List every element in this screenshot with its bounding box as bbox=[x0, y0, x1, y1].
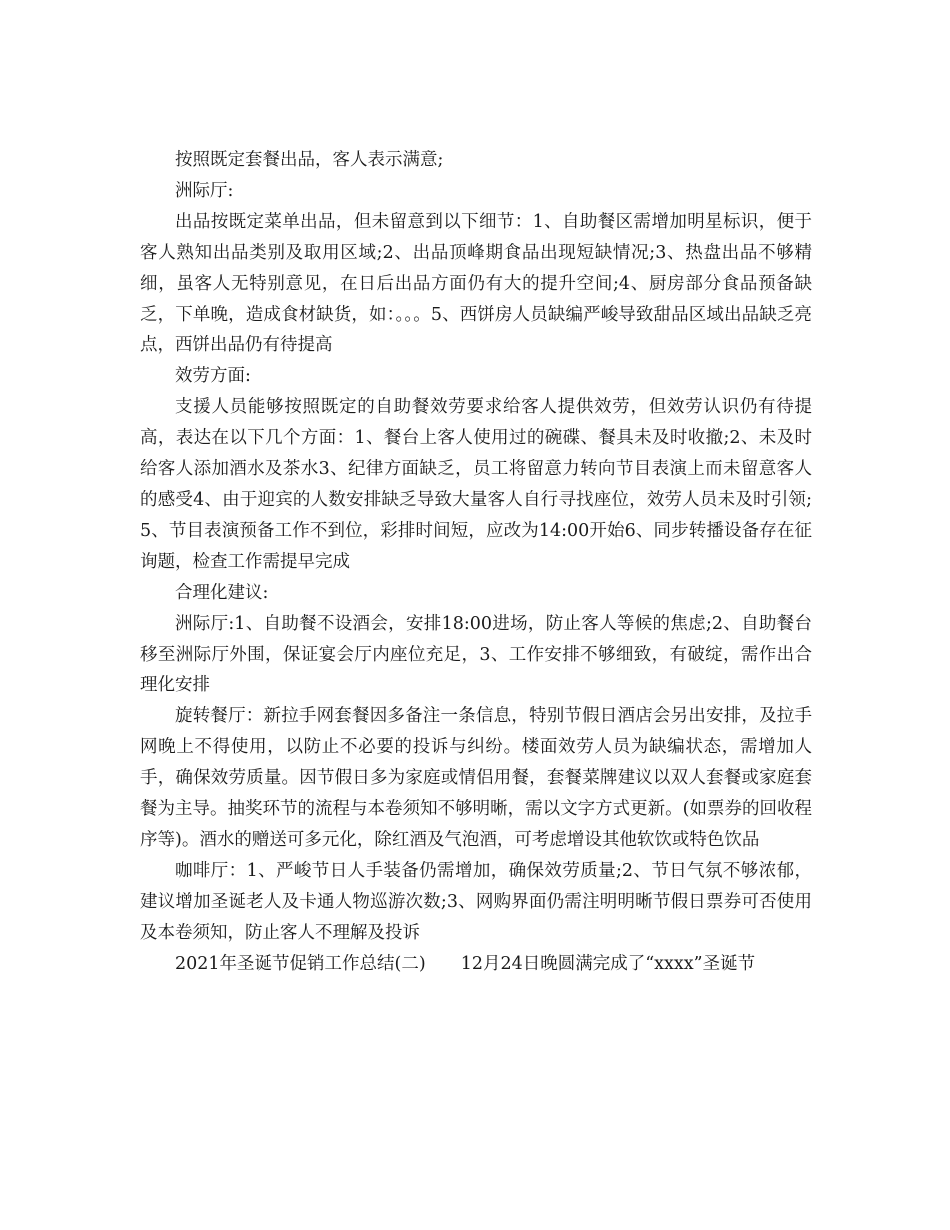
paragraph-revolving-restaurant: 旋转餐厅：新拉手网套餐因多备注一条信息，特别节假日酒店会另出安排，及拉手网晚上不得使用，以防止不必要的投诉与纠纷。楼面效劳人员为缺编状态，需增加人手，确保效劳质量。因节假日多为家庭或情侣用餐，套餐菜牌建议以双人套餐或家庭套餐为主导。抽奖环节的流程与本卷须知不够明晰，需以文字方式更新。(如票券的回收程序等)。酒水的赠送可多元化，除红酒及气泡酒，可考虑增设其他软饮或特色饮品 bbox=[140, 706, 812, 850]
paragraph-summary-two: 2021年圣诞节促销工作总结(二) 12月24日晚圆满完成了“xxxx”圣诞节 bbox=[175, 953, 756, 974]
paragraph-food-details: 出品按既定菜单出品，但未留意到以下细节：1、自助餐区需增加明星标识，便于客人熟知出品类别及取用区域;2、出品顶峰期食品出现短缺情况;3、热盘出品不够精细，虽客人无特别意见，在日后出品方面仍有大的提升空间;4、厨房部分食品预备缺乏，下单晚，造成食材缺货，如：。。。5、西饼房人员缺编严峻导致甜品区域出品缺乏亮点，西饼出品仍有待提高 bbox=[140, 211, 812, 356]
paragraph-cafe: 咖啡厅：1、严峻节日人手装备仍需增加，确保效劳质量;2、节日气氛不够浓郁，建议增加圣诞老人及卡通人物巡游次数;3、网购界面仍需注明明晰节假日票券可否使用及本卷须知，防止客人不理解及投诉 bbox=[140, 860, 812, 943]
heading-intercontinental-hall: 洲际厅: bbox=[175, 180, 234, 201]
paragraph-service-details: 支援人员能够按照既定的自助餐效劳要求给客人提供效劳，但效劳认识仍有待提高，表达在以下几个方面：1、餐台上客人使用过的碗碟、餐具未及时收撤;2、未及时给客人添加酒水及茶水3、纪律方面缺乏，员工将留意力转向节目表演上而未留意客人的感受4、由于迎宾的人数安排缺乏导致大量客人自行寻找座位，效劳人员未及时引领;5、节目表演预备工作不到位，彩排时间短，应改为14:00开始6、同步转播设备存在征询题，检查工作需提早完成 bbox=[140, 397, 812, 572]
heading-service: 效劳方面: bbox=[175, 366, 251, 387]
document-body bbox=[140, 145, 812, 979]
paragraph-intercontinental-suggestions: 洲际厅:1、自助餐不设酒会，安排18:00进场，防止客人等候的焦虑;2、自助餐台移至洲际厅外围，保证宴会厅内座位充足，3、工作安排不够细致，有破绽，需作出合理化安排 bbox=[140, 613, 812, 696]
paragraph-set-menu: 按照既定套餐出品，客人表示满意; bbox=[175, 150, 444, 170]
heading-suggestions: 合理化建议: bbox=[175, 582, 269, 603]
